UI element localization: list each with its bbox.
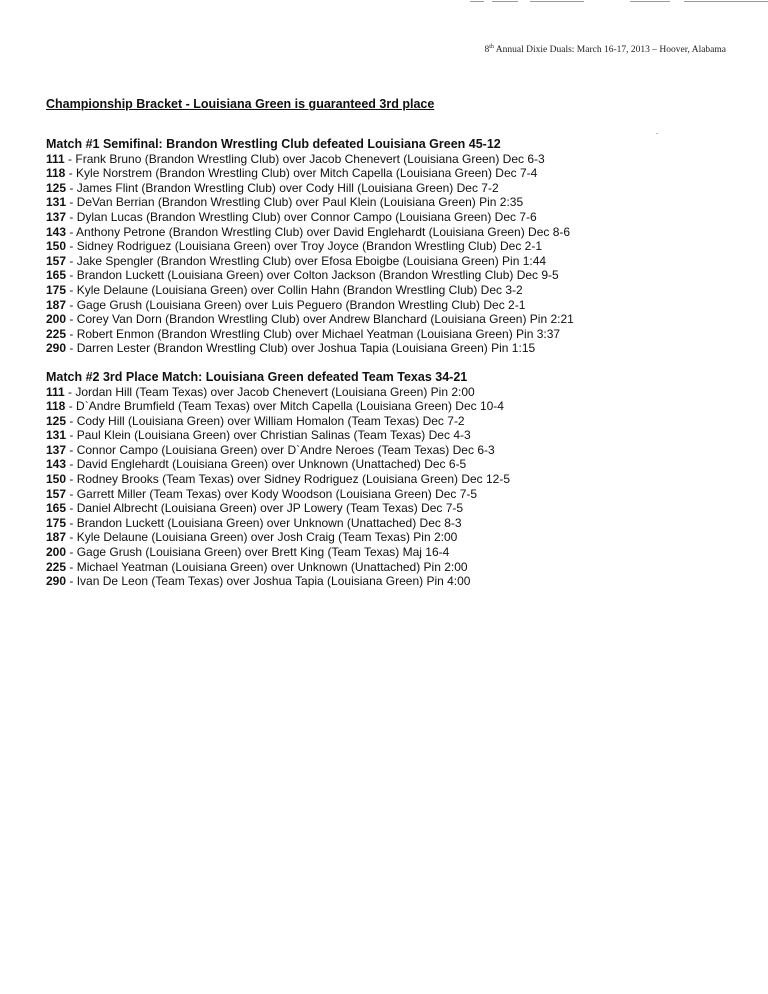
bout-row	[46, 516, 736, 531]
bout-result: - Cody Hill (Louisiana Green) over William Homalon (Team Texas) Dec 7-2	[66, 413, 465, 428]
bout-row	[46, 298, 736, 313]
bout-result: - Brandon Luckett (Louisiana Green) over Unknown (Unattached) Dec 8-3	[66, 515, 462, 530]
bout-row	[46, 545, 736, 560]
weight-class: 225	[46, 326, 67, 341]
bout-result: - Gage Grush (Louisiana Green) over Brett King (Team Texas) Maj 16-4	[66, 545, 450, 560]
weight-class: 200	[46, 312, 67, 327]
bout-result: - Jordan Hill (Team Texas) over Jacob Chenevert (Louisiana Green) Pin 2:00	[64, 384, 475, 399]
bout-row	[46, 428, 736, 443]
bout-row	[46, 574, 736, 589]
bout-result: - DeVan Berrian (Brandon Wrestling Club) over Paul Klein (Louisiana Green) Pin 2:35	[66, 195, 524, 210]
bout-row	[46, 254, 736, 269]
weight-class: 187	[46, 297, 67, 312]
bout-result: - D`Andre Brumfield (Team Texas) over Mitch Capella (Louisiana Green) Dec 10-4	[65, 399, 504, 414]
event-header	[485, 45, 726, 55]
bout-result: - James Flint (Brandon Wrestling Club) over Cody Hill (Louisiana Green) Dec 7-2	[66, 180, 499, 195]
weight-class: 175	[46, 282, 67, 297]
match-section	[46, 370, 736, 589]
bracket-title: Championship Bracket - Louisiana Green is guaranteed 3rd place	[46, 97, 435, 111]
bout-result: - Paul Klein (Louisiana Green) over Christian Salinas (Team Texas) Dec 4-3	[66, 428, 471, 443]
match-section	[46, 137, 736, 356]
weight-class: 150	[46, 239, 67, 254]
weight-class: 150	[46, 472, 67, 487]
bout-result: - Ivan De Leon (Team Texas) over Joshua Tapia (Louisiana Green) Pin 4:00	[66, 574, 471, 589]
bout-result: - Garrett Miller (Team Texas) over Kody Woodson (Louisiana Green) Dec 7-5	[66, 486, 478, 501]
bout-row	[46, 195, 736, 210]
bout-result: - Connor Campo (Louisiana Green) over D`Andre Neroes (Team Texas) Dec 6-3	[66, 442, 495, 457]
weight-class: 165	[46, 501, 67, 516]
bout-row	[46, 457, 736, 472]
weight-class: 118	[46, 399, 66, 414]
bout-row	[46, 239, 736, 254]
bout-row	[46, 166, 736, 181]
bout-result: - Kyle Delaune (Louisiana Green) over Josh Craig (Team Texas) Pin 2:00	[66, 530, 458, 545]
scan-artifact	[470, 0, 768, 6]
weight-class: 131	[46, 428, 67, 443]
bracket-content	[46, 97, 736, 603]
weight-class: 111	[46, 384, 65, 399]
bout-result: - Anthony Petrone (Brandon Wrestling Club) over David Englehardt (Louisiana Green) Dec 8-6	[66, 224, 571, 239]
bout-result: - Frank Bruno (Brandon Wrestling Club) over Jacob Chenevert (Louisiana Green) Dec 6-3	[64, 151, 545, 166]
match-title: Match #2 3rd Place Match: Louisiana Green defeated Team Texas 34-21	[46, 369, 468, 384]
bout-result: - Kyle Norstrem (Brandon Wrestling Club) over Mitch Capella (Louisiana Green) Dec 7-4	[65, 166, 538, 181]
bout-row	[46, 181, 736, 196]
bout-result: - Kyle Delaune (Louisiana Green) over Collin Hahn (Brandon Wrestling Club) Dec 3-2	[66, 282, 523, 297]
bout-row	[46, 341, 736, 356]
bout-row	[46, 210, 736, 225]
bout-row	[46, 560, 736, 575]
weight-class: 157	[46, 253, 67, 268]
bout-result: - Brandon Luckett (Louisiana Green) over Colton Jackson (Brandon Wrestling Club) Dec 9-5	[66, 268, 559, 283]
weight-class: 290	[46, 574, 67, 589]
bout-result: - Jake Spengler (Brandon Wrestling Club) over Efosa Eboigbe (Louisiana Green) Pin 1:44	[66, 253, 547, 268]
bout-row	[46, 385, 736, 400]
bout-result: - Gage Grush (Louisiana Green) over Luis Peguero (Brandon Wrestling Club) Dec 2-1	[66, 297, 526, 312]
bout-row	[46, 312, 736, 327]
bout-row	[46, 443, 736, 458]
weight-class: 187	[46, 530, 67, 545]
weight-class: 175	[46, 515, 67, 530]
weight-class: 118	[46, 166, 66, 181]
bout-result: - Dylan Lucas (Brandon Wrestling Club) over Connor Campo (Louisiana Green) Dec 7-6	[66, 209, 537, 224]
bout-result: - Corey Van Dorn (Brandon Wrestling Club) over Andrew Blanchard (Louisiana Green) Pin 2:21	[66, 312, 574, 327]
weight-class: 225	[46, 559, 67, 574]
weight-class: 125	[46, 413, 67, 428]
bout-row	[46, 327, 736, 342]
weight-class: 131	[46, 195, 67, 210]
bout-row	[46, 472, 736, 487]
bout-result: - Michael Yeatman (Louisiana Green) over Unknown (Unattached) Pin 2:00	[66, 559, 468, 574]
bout-row	[46, 225, 736, 240]
weight-class: 165	[46, 268, 67, 283]
weight-class: 157	[46, 486, 67, 501]
weight-class: 200	[46, 545, 67, 560]
bout-row	[46, 283, 736, 298]
bout-result: - Sidney Rodriguez (Louisiana Green) over Troy Joyce (Brandon Wrestling Club) Dec 2-1	[66, 239, 543, 254]
bout-row	[46, 414, 736, 429]
weight-class: 125	[46, 180, 67, 195]
weight-class: 137	[46, 209, 67, 224]
weight-class: 143	[46, 457, 67, 472]
match-list	[46, 137, 736, 589]
bout-result: - David Englehardt (Louisiana Green) over Unknown (Unattached) Dec 6-5	[66, 457, 467, 472]
bout-row	[46, 399, 736, 414]
match-title: Match #1 Semifinal: Brandon Wrestling Club defeated Louisiana Green 45-12	[46, 137, 501, 151]
bout-row	[46, 268, 736, 283]
scan-speck	[656, 133, 658, 134]
bout-row	[46, 501, 736, 516]
weight-class: 111	[46, 151, 65, 166]
bout-row	[46, 487, 736, 502]
bout-row	[46, 152, 736, 167]
bout-result: - Daniel Albrecht (Louisiana Green) over JP Lowery (Team Texas) Dec 7-5	[66, 501, 464, 516]
bout-result: - Darren Lester (Brandon Wrestling Club) over Joshua Tapia (Louisiana Green) Pin 1:15	[66, 341, 536, 356]
bout-result: - Rodney Brooks (Team Texas) over Sidney Rodriguez (Louisiana Green) Dec 12-5	[66, 472, 511, 487]
weight-class: 137	[46, 442, 67, 457]
bout-result: - Robert Enmon (Brandon Wrestling Club) over Michael Yeatman (Louisiana Green) Pin 3:37	[66, 326, 561, 341]
bout-row	[46, 530, 736, 545]
edition-suffix: th	[489, 43, 494, 50]
weight-class: 290	[46, 341, 67, 356]
edition-number: 8	[484, 45, 490, 55]
weight-class: 143	[46, 224, 67, 239]
event-details: Annual Dixie Duals: March 16-17, 2013 – Hoover, Alabama	[493, 45, 726, 55]
